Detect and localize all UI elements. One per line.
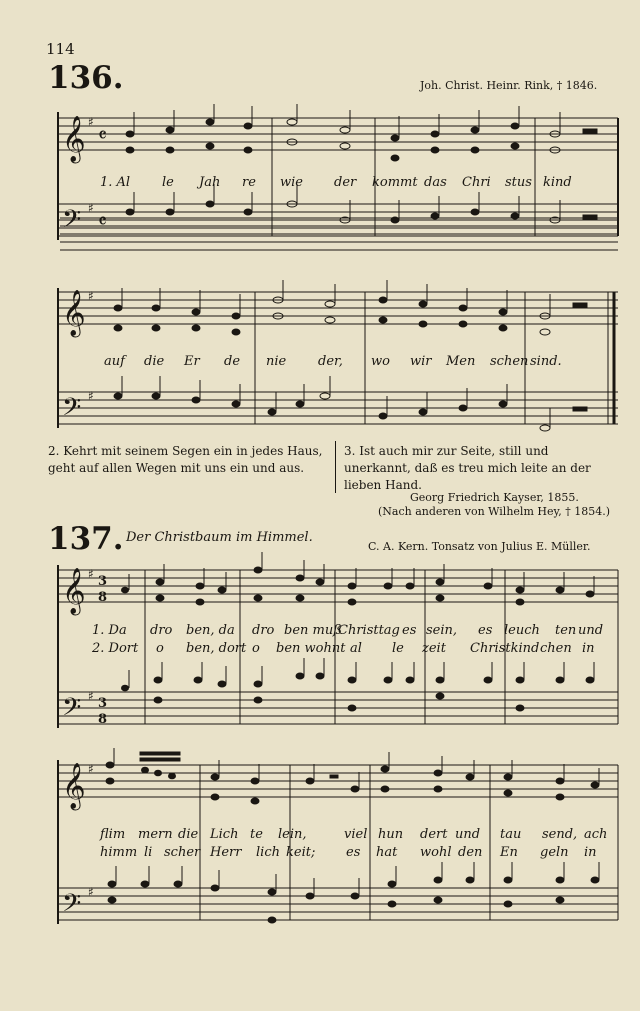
lyric-136-1-8: Chri xyxy=(462,175,491,190)
hymn-136-author-note: (Nach anderen von Wilhelm Hey, † 1854.) xyxy=(378,505,610,518)
lyric-137-1-v2-8: Christkind xyxy=(470,641,540,656)
lyric-137-2-v2-5: keit; xyxy=(286,845,316,860)
lyric-137-2-v1-12: ach xyxy=(584,827,608,842)
lyric-137-2-v2-9: den xyxy=(458,845,483,860)
staff-136-2-bass xyxy=(58,392,618,424)
lyric-136-1-7: das xyxy=(424,175,447,190)
staff-137-1-bass xyxy=(58,692,618,724)
lyric-137-2-v2-1: li xyxy=(144,845,153,860)
bass-clef-icon: 𝄢 xyxy=(62,693,82,728)
lyric-136-2-3: de xyxy=(224,354,241,369)
staff-137-1-treble xyxy=(58,570,618,602)
staff-136-1-bass xyxy=(58,204,618,236)
lyric-136-2-9: schen xyxy=(490,354,529,369)
lyric-136-2-0: auf xyxy=(104,354,125,369)
lyric-136-1-2: Jah xyxy=(199,175,221,190)
bass-clef-icon: 𝄢 xyxy=(62,205,82,240)
lyric-137-2-v1-7: hun xyxy=(378,827,404,842)
lyric-136-1-9: stus xyxy=(505,175,532,190)
lyric-137-2-v1-5: lein, xyxy=(278,827,307,842)
svg-text:3: 3 xyxy=(98,696,108,711)
lyric-137-1-v2-4: ben wohnt xyxy=(276,641,346,656)
lyric-136-1-5: der xyxy=(334,175,357,190)
lyric-137-2-v1-8: dert xyxy=(420,827,448,842)
lyric-137-1-v2-1: o xyxy=(156,641,164,656)
lyric-137-1-v1-8: es xyxy=(478,623,493,638)
lyric-137-1-v2-7: zeit xyxy=(422,641,446,656)
lyric-137-1-v1-1: dro xyxy=(150,623,173,638)
notes-137-1-bass xyxy=(122,658,595,711)
treble-clef-icon: 𝄞 xyxy=(62,763,86,809)
svg-text:♯: ♯ xyxy=(88,289,94,303)
lyric-137-2-v2-10: En xyxy=(500,845,518,860)
lyric-137-2-v2-12: in xyxy=(584,845,597,860)
lyric-136-1-6: kommt xyxy=(372,175,418,190)
lyric-136-1-3: re xyxy=(242,175,256,190)
treble-clef-icon: 𝄞 xyxy=(62,290,86,336)
lyric-137-1-v2-5: al xyxy=(350,641,362,656)
lyric-137-2-v2-8: wohl xyxy=(420,845,452,860)
verse-divider xyxy=(335,441,336,493)
hymn-137-number: 137. xyxy=(48,521,124,557)
notes-136-1-treble xyxy=(126,104,597,161)
svg-text:8: 8 xyxy=(98,712,108,727)
treble-clef-icon: 𝄞 xyxy=(62,568,86,614)
lyric-137-1-v1-7: sein, xyxy=(426,623,458,638)
lyric-137-1-v2-3: o xyxy=(252,641,260,656)
lyric-137-2-v1-1: mern xyxy=(138,827,173,842)
treble-clef-icon: 𝄞 xyxy=(62,116,86,162)
lyric-136-2-10: sind. xyxy=(530,354,562,369)
lyric-137-1-v1-3: dro xyxy=(252,623,275,638)
notes-136-2-bass xyxy=(114,376,587,431)
lyric-137-2-v1-0: flim xyxy=(100,827,126,842)
hymn-136-author: Georg Friedrich Kayser, 1855. xyxy=(410,491,579,504)
svg-text:♯: ♯ xyxy=(88,567,94,581)
lyric-136-1-10: kind xyxy=(543,175,572,190)
bass-clef-icon: 𝄢 xyxy=(62,393,82,428)
lyric-136-1-1: le xyxy=(162,175,174,190)
lyric-137-2-v1-3: Lich xyxy=(210,827,239,842)
lyric-136-1-4: wie xyxy=(280,175,303,190)
lyric-137-1-v1-4: ben muß xyxy=(284,623,342,638)
notes-137-2-bass xyxy=(108,862,599,923)
svg-text:♯: ♯ xyxy=(88,689,94,703)
svg-text:♯: ♯ xyxy=(88,201,94,215)
hymn-136-composer: Joh. Christ. Heinr. Rink, † 1846. xyxy=(420,79,598,92)
lyric-137-1-v1-10: ten xyxy=(555,623,577,638)
svg-text:8: 8 xyxy=(98,590,108,605)
lyric-137-1-v1-6: es xyxy=(402,623,417,638)
lyric-137-1-v1-2: ben, da xyxy=(186,623,235,638)
lyric-136-2-2: Er xyxy=(184,354,200,369)
lyric-137-2-v2-4: lich xyxy=(256,845,280,860)
hymn-136-number: 136. xyxy=(48,60,124,96)
verse-136-3: 3. Ist auch mir zur Seite, still und unerkannt, daß es treu mich leite an der lieben Hand. xyxy=(344,444,591,492)
staff-136-2-treble xyxy=(58,292,618,324)
lyric-137-1-v1-5: Christtag xyxy=(338,623,400,638)
page-number: 114 xyxy=(46,40,75,58)
lyric-137-1-v2-6: le xyxy=(392,641,404,656)
lyric-137-1-v2-0: 2. Dort xyxy=(92,641,139,656)
lyric-137-1-v2-10: in xyxy=(582,641,595,656)
hymn-137-title: Der Christbaum im Himmel. xyxy=(126,530,313,545)
lyric-137-1-v1-9: leuch xyxy=(504,623,540,638)
bass-clef-icon: 𝄢 xyxy=(62,889,82,924)
svg-text:3: 3 xyxy=(98,574,108,589)
lyric-137-2-v2-0: himm xyxy=(100,845,138,860)
staff-136-1-treble xyxy=(58,118,618,150)
svg-text:𝄴: 𝄴 xyxy=(98,123,107,147)
svg-text:𝄴: 𝄴 xyxy=(98,209,107,233)
lyric-137-1-v2-2: ben, dort xyxy=(186,641,247,656)
lyric-137-2-v2-7: hat xyxy=(376,845,398,860)
lyric-137-1-v2-9: chen xyxy=(540,641,572,656)
lyric-136-2-5: der, xyxy=(318,354,343,369)
lyric-137-1-v1-0: 1. Da xyxy=(92,623,127,638)
svg-text:♯: ♯ xyxy=(88,389,94,403)
lyric-137-2-v1-10: tau xyxy=(500,827,522,842)
lyric-137-2-v1-2: die xyxy=(178,827,199,842)
lyric-136-2-8: Men xyxy=(446,354,476,369)
verse-136-2: 2. Kehrt mit seinem Segen ein in jedes Haus, geht auf allen Wegen mit uns ein und aus. xyxy=(48,444,323,475)
lyric-136-2-1: die xyxy=(144,354,165,369)
lyric-136-2-7: wir xyxy=(410,354,432,369)
lyric-136-1-0: 1. Al xyxy=(100,175,131,190)
lyric-137-2-v2-2: scher xyxy=(164,845,201,860)
lyric-137-2-v2-11: geln xyxy=(540,845,569,860)
lyric-136-2-6: wo xyxy=(371,354,390,369)
lyric-137-2-v1-11: send, xyxy=(542,827,578,842)
notes-137-2-treble xyxy=(106,748,599,804)
lyric-137-2-v1-4: te xyxy=(250,827,263,842)
staff-137-2-bass xyxy=(58,888,618,920)
lyric-137-2-v1-6: viel xyxy=(344,827,368,842)
lyric-137-2-v1-9: und xyxy=(455,827,481,842)
svg-text:♯: ♯ xyxy=(88,115,94,129)
hymn-137-credit: C. A. Kern. Tonsatz von Julius E. Müller. xyxy=(368,540,591,553)
lyric-136-2-4: nie xyxy=(266,354,287,369)
lyric-137-1-v1-11: und xyxy=(578,623,604,638)
svg-text:♯: ♯ xyxy=(88,885,94,899)
svg-text:♯: ♯ xyxy=(88,762,94,776)
lyric-137-2-v2-3: Herr xyxy=(210,845,242,860)
lyric-137-2-v2-6: es xyxy=(346,845,361,860)
